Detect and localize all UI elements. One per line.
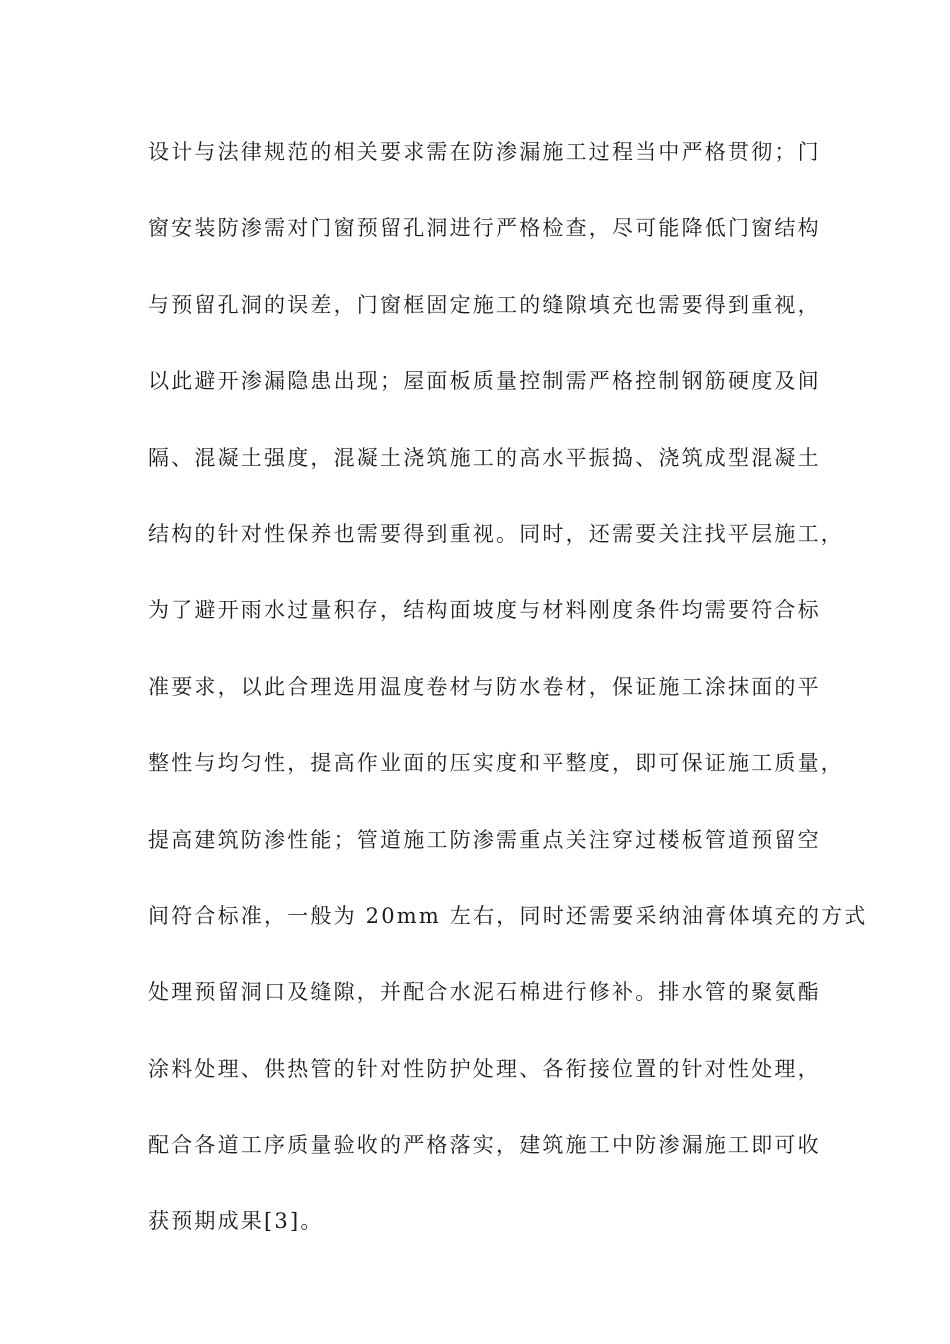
paragraph-line: 以此避开渗漏隐患出现；屋面板质量控制需严格控制钢筋硬度及间	[148, 369, 821, 394]
paragraph-line: 与预留孔洞的误差，门窗框固定施工的缝隙填充也需要得到重视，	[148, 292, 821, 317]
paragraph-line: 隔、混凝土强度，混凝土浇筑施工的高水平振捣、浇筑成型混凝土	[148, 445, 821, 470]
paragraph-line: 提高建筑防渗性能；管道施工防渗需重点关注穿过楼板管道预留空	[148, 827, 821, 852]
paragraph-line: 准要求，以此合理选用温度卷材与防水卷材，保证施工涂抹面的平	[148, 674, 821, 699]
body-paragraph	[148, 132, 868, 1278]
paragraph-line: 设计与法律规范的相关要求需在防渗漏施工过程当中严格贯彻；门	[148, 140, 821, 164]
paragraph-line: 为了避开雨水过量积存，结构面坡度与材料刚度条件均需要符合标	[148, 598, 821, 623]
paragraph-line: 间符合标准，一般为 20mm 左右，同时还需要采纳油膏体填充的方式	[148, 903, 868, 928]
paragraph-line: 获预期成果[3]。	[148, 1209, 324, 1234]
paragraph-line: 整性与均匀性，提高作业面的压实度和平整度，即可保证施工质量，	[148, 751, 844, 776]
paragraph-line: 配合各道工序质量验收的严格落实，建筑施工中防渗漏施工即可收	[148, 1133, 821, 1158]
paragraph-line: 涂料处理、供热管的针对性防护处理、各衔接位置的针对性处理，	[148, 1056, 821, 1081]
paragraph-line: 窗安装防渗需对门窗预留孔洞进行严格检查，尽可能降低门窗结构	[148, 216, 821, 241]
paragraph-line: 结构的针对性保养也需要得到重视。同时，还需要关注找平层施工，	[148, 521, 844, 546]
paragraph-line: 处理预留洞口及缝隙，并配合水泥石棉进行修补。排水管的聚氨酯	[148, 980, 821, 1005]
